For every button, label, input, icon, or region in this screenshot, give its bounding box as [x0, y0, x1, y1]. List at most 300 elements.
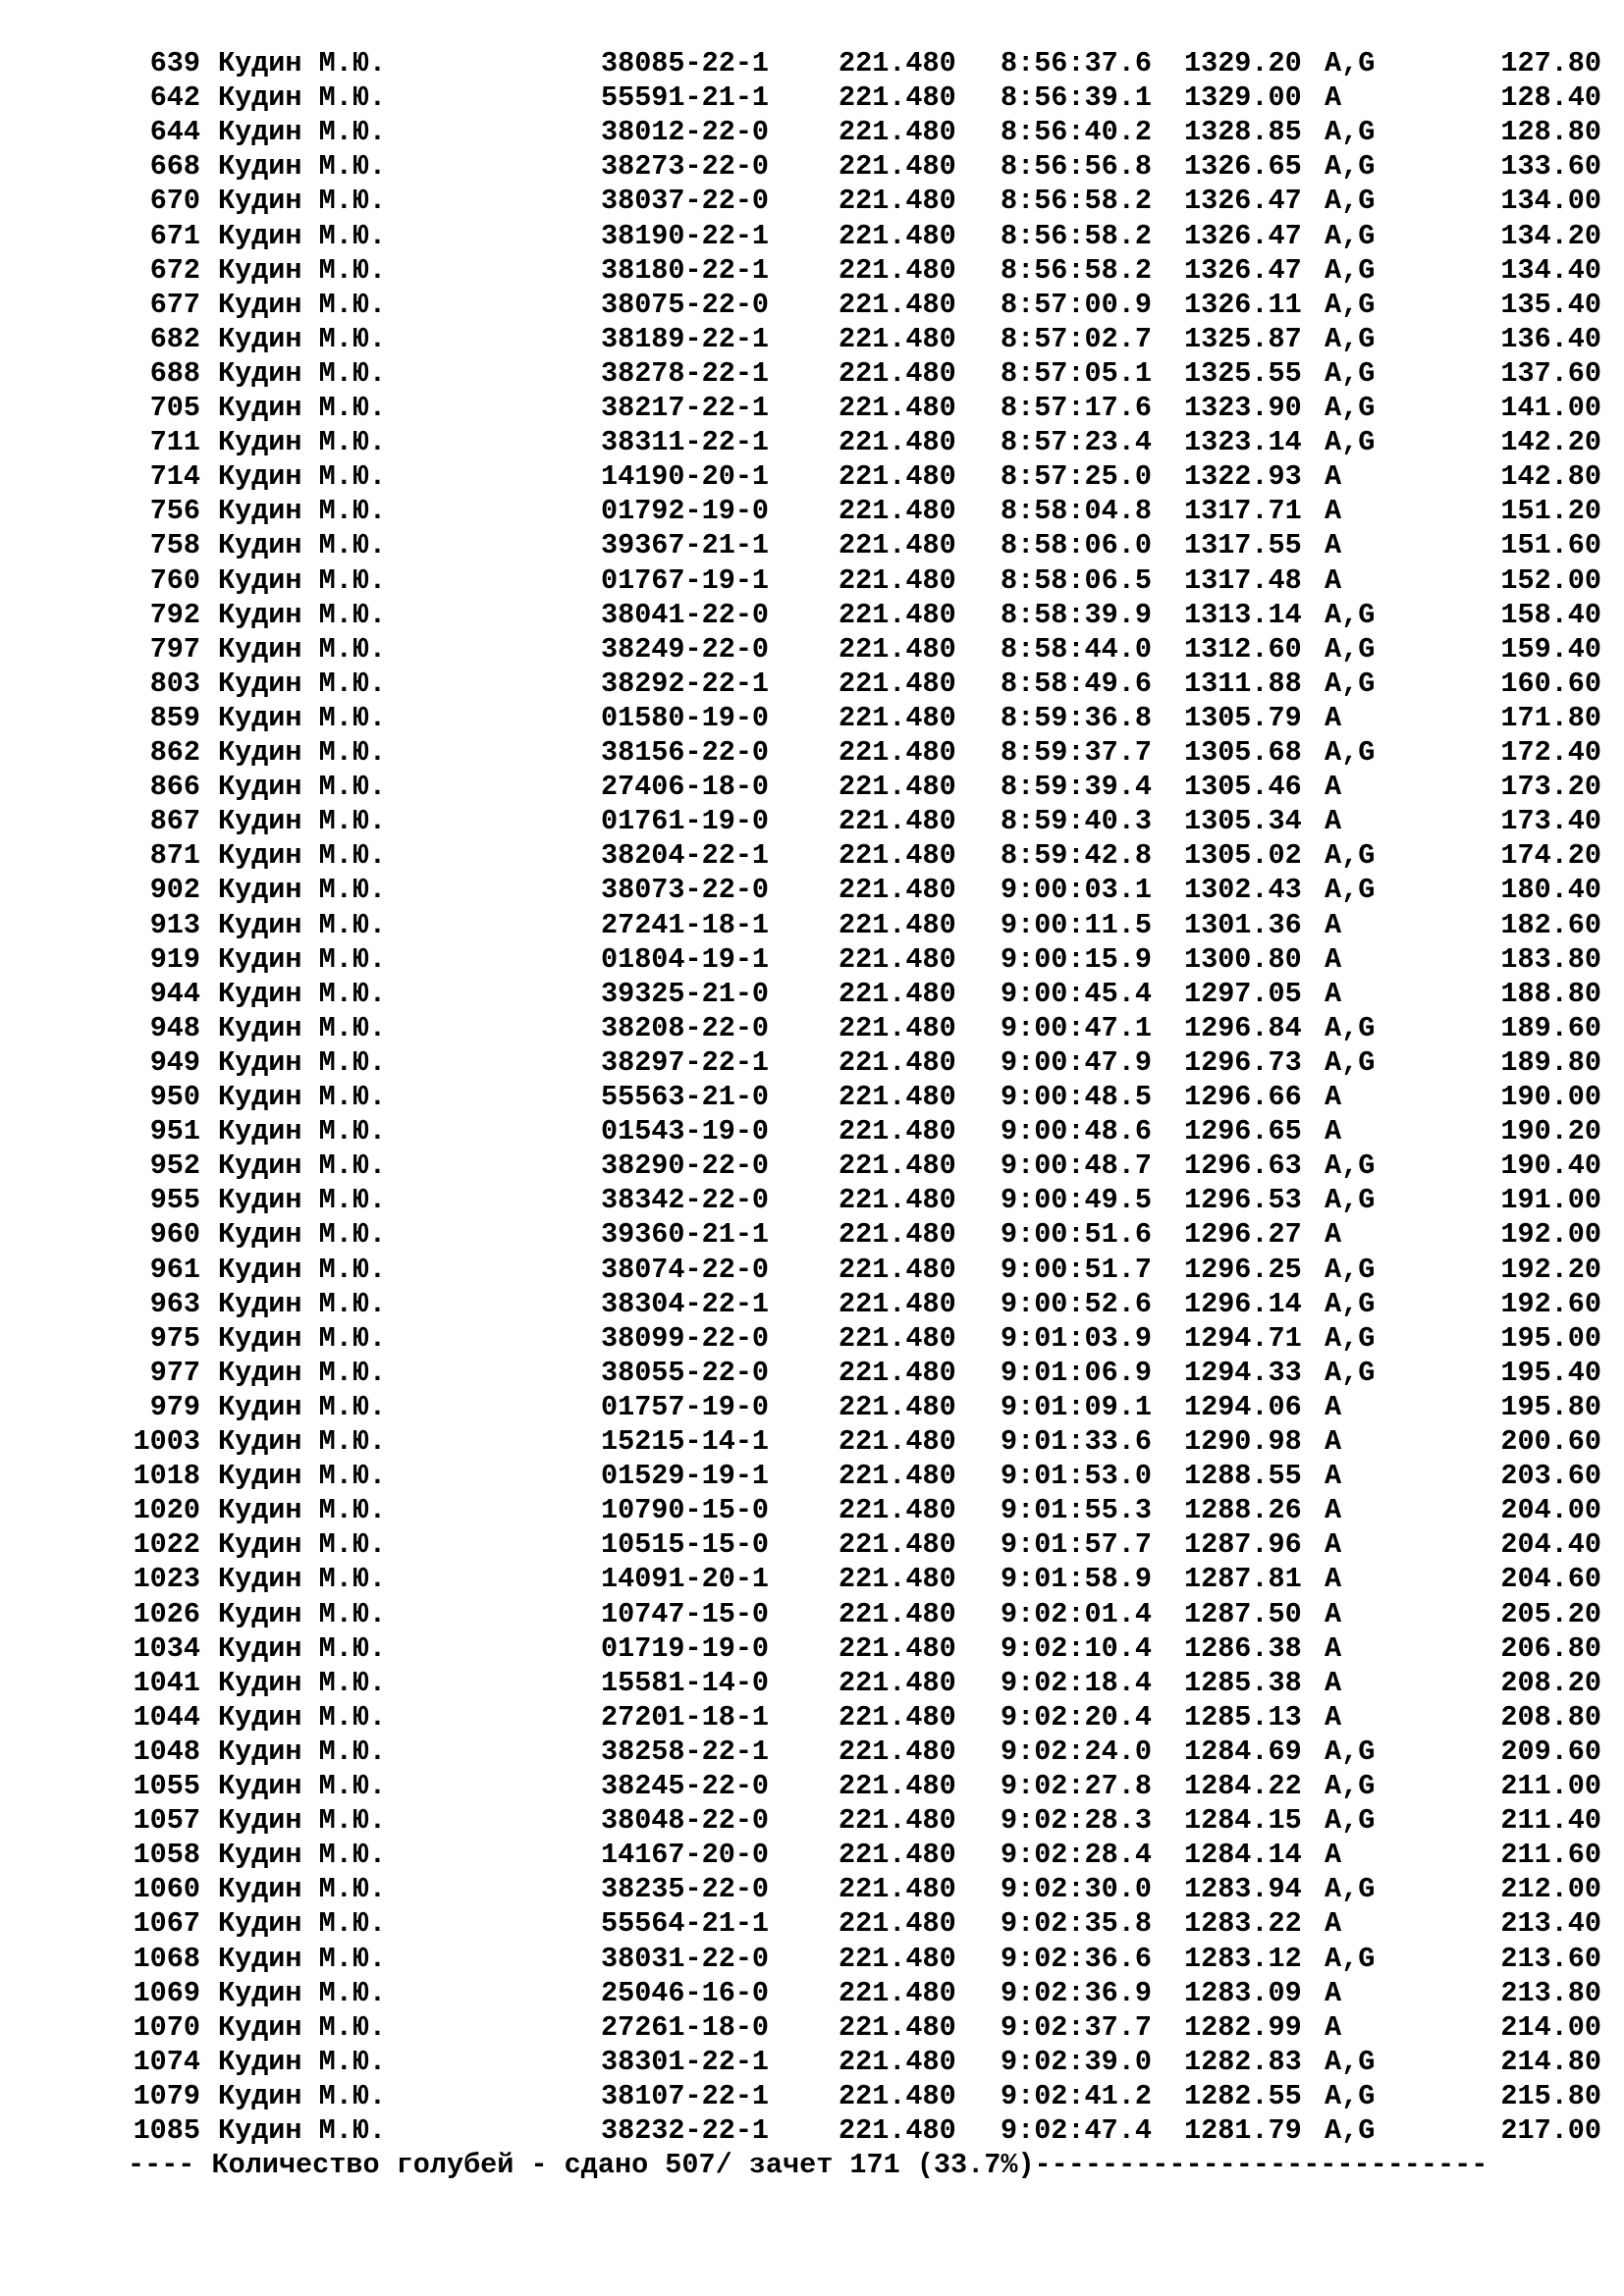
- ring-number: 01792-19-0: [601, 495, 770, 528]
- arrival-time: 8:58:49.6: [1001, 667, 1152, 700]
- place: 672: [149, 253, 200, 287]
- place: 979: [149, 1390, 200, 1423]
- arrival-time: 9:00:48.6: [1001, 1115, 1152, 1148]
- points: 136.40: [1500, 322, 1601, 355]
- category-flags: A: [1325, 1976, 1342, 2009]
- category-flags: A: [1325, 1597, 1342, 1630]
- fancier-name: Кудин М.Ю.: [218, 632, 387, 666]
- place: 1058: [133, 1839, 200, 1872]
- speed: 1312.60: [1184, 632, 1302, 666]
- place: 1034: [133, 1631, 200, 1665]
- points: 211.40: [1500, 1804, 1601, 1838]
- fancier-name: Кудин М.Ю.: [218, 1287, 387, 1320]
- fancier-name: Кудин М.Ю.: [218, 253, 387, 287]
- ring-number: 38235-22-0: [601, 1873, 770, 1906]
- table-row: [0, 1424, 1624, 1459]
- table-row: [0, 1011, 1624, 1045]
- ring-number: 55564-21-1: [601, 1907, 770, 1941]
- points: 134.00: [1500, 185, 1601, 218]
- table-row: [0, 838, 1624, 873]
- category-flags: A: [1325, 942, 1342, 976]
- fancier-name: Кудин М.Ю.: [218, 2114, 387, 2147]
- place: 714: [149, 460, 200, 494]
- place: 1003: [133, 1425, 200, 1458]
- distance: 221.480: [839, 736, 956, 769]
- fancier-name: Кудин М.Ю.: [218, 529, 387, 562]
- place: 950: [149, 1081, 200, 1113]
- category-flags: A: [1325, 460, 1342, 494]
- place: 1041: [133, 1666, 200, 1699]
- points: 173.20: [1500, 771, 1601, 804]
- arrival-time: 9:02:36.9: [1001, 1976, 1152, 2009]
- fancier-name: Кудин М.Ю.: [218, 2079, 387, 2112]
- fancier-name: Кудин М.Ю.: [218, 150, 387, 184]
- ring-number: 01529-19-1: [601, 1460, 770, 1493]
- arrival-time: 8:59:37.7: [1001, 736, 1152, 769]
- table-row: [0, 667, 1624, 701]
- distance: 221.480: [839, 392, 956, 424]
- place: 1074: [133, 2045, 200, 2078]
- fancier-name: Кудин М.Ю.: [218, 47, 387, 80]
- table-row: [0, 632, 1624, 667]
- place: 955: [149, 1184, 200, 1217]
- table-row: [0, 804, 1624, 838]
- speed: 1296.66: [1184, 1081, 1302, 1113]
- points: 213.60: [1500, 1942, 1601, 1975]
- ring-number: 38232-22-1: [601, 2114, 770, 2147]
- arrival-time: 9:00:51.6: [1001, 1218, 1152, 1252]
- ring-number: 38055-22-0: [601, 1356, 770, 1389]
- fancier-name: Кудин М.Ю.: [218, 1735, 387, 1768]
- speed: 1284.15: [1184, 1804, 1302, 1838]
- fancier-name: Кудин М.Ю.: [218, 460, 387, 494]
- speed: 1326.11: [1184, 288, 1302, 321]
- table-row: [0, 288, 1624, 322]
- place: 859: [149, 701, 200, 734]
- place: 639: [149, 47, 200, 80]
- place: 682: [149, 322, 200, 355]
- distance: 221.480: [839, 219, 956, 252]
- category-flags: A: [1325, 805, 1342, 838]
- speed: 1283.12: [1184, 1942, 1302, 1975]
- points: 152.00: [1500, 563, 1601, 597]
- ring-number: 01543-19-0: [601, 1115, 770, 1148]
- distance: 221.480: [839, 529, 956, 562]
- points: 215.80: [1500, 2079, 1601, 2112]
- distance: 221.480: [839, 288, 956, 321]
- place: 1022: [133, 1528, 200, 1562]
- fancier-name: Кудин М.Ю.: [218, 495, 387, 528]
- points: 173.40: [1500, 805, 1601, 838]
- category-flags: A,G: [1325, 598, 1376, 631]
- arrival-time: 9:00:11.5: [1001, 908, 1152, 941]
- place: 1018: [133, 1460, 200, 1493]
- points: 192.00: [1500, 1218, 1601, 1252]
- distance: 221.480: [839, 977, 956, 1010]
- speed: 1326.65: [1184, 150, 1302, 184]
- speed: 1302.43: [1184, 874, 1302, 907]
- place: 1026: [133, 1597, 200, 1630]
- place: 1085: [133, 2114, 200, 2147]
- place: 948: [149, 1011, 200, 1044]
- points: 211.00: [1500, 1770, 1601, 1802]
- category-flags: A,G: [1325, 322, 1376, 355]
- arrival-time: 9:02:18.4: [1001, 1666, 1152, 1699]
- speed: 1285.38: [1184, 1666, 1302, 1699]
- table-row: [0, 149, 1624, 184]
- ring-number: 15581-14-0: [601, 1666, 770, 1699]
- distance: 221.480: [839, 1631, 956, 1665]
- place: 688: [149, 356, 200, 390]
- ring-number: 38041-22-0: [601, 598, 770, 631]
- distance: 221.480: [839, 1735, 956, 1768]
- category-flags: A,G: [1325, 839, 1376, 873]
- arrival-time: 8:58:06.0: [1001, 529, 1152, 562]
- category-flags: A,G: [1325, 2045, 1376, 2078]
- ring-number: 38217-22-1: [601, 392, 770, 424]
- points: 204.60: [1500, 1563, 1601, 1596]
- arrival-time: 8:58:39.9: [1001, 598, 1152, 631]
- fancier-name: Кудин М.Ю.: [218, 1873, 387, 1906]
- place: 871: [149, 839, 200, 873]
- ring-number: 10747-15-0: [601, 1597, 770, 1630]
- place: 797: [149, 632, 200, 666]
- table-row: [0, 1527, 1624, 1562]
- table-row: [0, 942, 1624, 977]
- place: 1070: [133, 2010, 200, 2044]
- distance: 221.480: [839, 1770, 956, 1802]
- fancier-name: Кудин М.Ю.: [218, 1804, 387, 1838]
- table-row: [0, 1631, 1624, 1666]
- ring-number: 38273-22-0: [601, 150, 770, 184]
- category-flags: A: [1325, 563, 1342, 597]
- distance: 221.480: [839, 1253, 956, 1286]
- table-row: [0, 459, 1624, 494]
- category-flags: A: [1325, 1839, 1342, 1872]
- speed: 1294.06: [1184, 1390, 1302, 1423]
- distance: 221.480: [839, 1942, 956, 1975]
- speed: 1288.55: [1184, 1460, 1302, 1493]
- category-flags: A: [1325, 1666, 1342, 1699]
- table-row: [0, 1045, 1624, 1080]
- ring-number: 39367-21-1: [601, 529, 770, 562]
- points: 137.60: [1500, 356, 1601, 390]
- table-row: [0, 219, 1624, 253]
- fancier-name: Кудин М.Ю.: [218, 839, 387, 873]
- ring-number: 38245-22-0: [601, 1770, 770, 1802]
- distance: 221.480: [839, 1976, 956, 2009]
- arrival-time: 8:57:17.6: [1001, 392, 1152, 424]
- table-row: [0, 115, 1624, 149]
- table-row: [0, 425, 1624, 459]
- speed: 1287.50: [1184, 1597, 1302, 1630]
- place: 677: [149, 288, 200, 321]
- category-flags: A,G: [1325, 1321, 1376, 1355]
- distance: 221.480: [839, 116, 956, 149]
- ring-number: 14167-20-0: [601, 1839, 770, 1872]
- place: 949: [149, 1045, 200, 1079]
- table-row: [0, 2113, 1624, 2148]
- ring-number: 38085-22-1: [601, 47, 770, 80]
- distance: 221.480: [839, 1700, 956, 1734]
- place: 671: [149, 219, 200, 252]
- distance: 221.480: [839, 426, 956, 459]
- table-row: [0, 1321, 1624, 1356]
- place: 642: [149, 81, 200, 115]
- arrival-time: 9:02:39.0: [1001, 2045, 1152, 2078]
- ring-number: 01757-19-0: [601, 1390, 770, 1423]
- distance: 221.480: [839, 1907, 956, 1941]
- category-flags: A,G: [1325, 219, 1376, 252]
- distance: 221.480: [839, 495, 956, 528]
- arrival-time: 9:02:37.7: [1001, 2010, 1152, 2044]
- category-flags: A,G: [1325, 1045, 1376, 1079]
- distance: 221.480: [839, 942, 956, 976]
- place: 977: [149, 1356, 200, 1389]
- table-row: [0, 46, 1624, 80]
- table-row: [0, 1735, 1624, 1769]
- speed: 1284.22: [1184, 1770, 1302, 1802]
- points: 174.20: [1500, 839, 1601, 873]
- distance: 221.480: [839, 460, 956, 494]
- arrival-time: 8:58:44.0: [1001, 632, 1152, 666]
- category-flags: A,G: [1325, 736, 1376, 769]
- fancier-name: Кудин М.Ю.: [218, 1460, 387, 1493]
- table-row: [0, 1080, 1624, 1114]
- ring-number: 01761-19-0: [601, 805, 770, 838]
- table-row: [0, 253, 1624, 288]
- distance: 221.480: [839, 908, 956, 941]
- fancier-name: Кудин М.Ю.: [218, 1907, 387, 1941]
- points: 160.60: [1500, 667, 1601, 700]
- place: 803: [149, 667, 200, 700]
- points: 214.80: [1500, 2045, 1601, 2078]
- table-row: [0, 1906, 1624, 1941]
- ring-number: 27261-18-0: [601, 2010, 770, 2044]
- speed: 1294.33: [1184, 1356, 1302, 1389]
- ring-number: 39325-21-0: [601, 977, 770, 1010]
- fancier-name: Кудин М.Ю.: [218, 1528, 387, 1562]
- points: 188.80: [1500, 977, 1601, 1010]
- fancier-name: Кудин М.Ю.: [218, 1425, 387, 1458]
- arrival-time: 8:57:05.1: [1001, 356, 1152, 390]
- points: 206.80: [1500, 1631, 1601, 1665]
- distance: 221.480: [839, 253, 956, 287]
- place: 951: [149, 1115, 200, 1148]
- category-flags: A,G: [1325, 150, 1376, 184]
- speed: 1284.14: [1184, 1839, 1302, 1872]
- category-flags: A,G: [1325, 1770, 1376, 1802]
- speed: 1283.22: [1184, 1907, 1302, 1941]
- ring-number: 01767-19-1: [601, 563, 770, 597]
- ring-number: 38208-22-0: [601, 1011, 770, 1044]
- distance: 221.480: [839, 598, 956, 631]
- table-row: [0, 735, 1624, 770]
- arrival-time: 8:56:58.2: [1001, 185, 1152, 218]
- points: 127.80: [1500, 47, 1601, 80]
- speed: 1329.20: [1184, 47, 1302, 80]
- ring-number: 01804-19-1: [601, 942, 770, 976]
- speed: 1286.38: [1184, 1631, 1302, 1665]
- place: 1044: [133, 1700, 200, 1734]
- distance: 221.480: [839, 185, 956, 218]
- speed: 1326.47: [1184, 253, 1302, 287]
- table-row: [0, 1666, 1624, 1700]
- points: 204.00: [1500, 1494, 1601, 1527]
- place: 1020: [133, 1494, 200, 1527]
- speed: 1305.46: [1184, 771, 1302, 804]
- ring-number: 38249-22-0: [601, 632, 770, 666]
- place: 961: [149, 1253, 200, 1286]
- place: 960: [149, 1218, 200, 1252]
- arrival-time: 9:02:47.4: [1001, 2114, 1152, 2147]
- fancier-name: Кудин М.Ю.: [218, 356, 387, 390]
- arrival-time: 8:58:04.8: [1001, 495, 1152, 528]
- arrival-time: 8:57:02.7: [1001, 322, 1152, 355]
- distance: 221.480: [839, 1321, 956, 1355]
- place: 756: [149, 495, 200, 528]
- category-flags: A,G: [1325, 2114, 1376, 2147]
- speed: 1287.96: [1184, 1528, 1302, 1562]
- table-row: [0, 770, 1624, 804]
- ring-number: 38031-22-0: [601, 1942, 770, 1975]
- summary-footer: ---- Количество голубей - сдано 507/ зачет 171 (33.7%)---------------------------: [128, 2149, 1489, 2182]
- points: 134.20: [1500, 219, 1601, 252]
- ring-number: 38073-22-0: [601, 874, 770, 907]
- category-flags: A,G: [1325, 667, 1376, 700]
- points: 142.20: [1500, 426, 1601, 459]
- speed: 1305.02: [1184, 839, 1302, 873]
- distance: 221.480: [839, 1804, 956, 1838]
- arrival-time: 9:00:48.5: [1001, 1081, 1152, 1113]
- ring-number: 38290-22-0: [601, 1149, 770, 1183]
- arrival-time: 8:56:56.8: [1001, 150, 1152, 184]
- speed: 1296.53: [1184, 1184, 1302, 1217]
- category-flags: A,G: [1325, 426, 1376, 459]
- fancier-name: Кудин М.Ю.: [218, 1218, 387, 1252]
- arrival-time: 9:00:51.7: [1001, 1253, 1152, 1286]
- distance: 221.480: [839, 1081, 956, 1113]
- ring-number: 38311-22-1: [601, 426, 770, 459]
- category-flags: A,G: [1325, 1011, 1376, 1044]
- speed: 1296.73: [1184, 1045, 1302, 1079]
- ring-number: 38292-22-1: [601, 667, 770, 700]
- fancier-name: Кудин М.Ю.: [218, 2045, 387, 2078]
- category-flags: A: [1325, 529, 1342, 562]
- place: 866: [149, 771, 200, 804]
- table-row: [0, 2045, 1624, 2079]
- place: 711: [149, 426, 200, 459]
- distance: 221.480: [839, 1287, 956, 1320]
- points: 200.60: [1500, 1425, 1601, 1458]
- fancier-name: Кудин М.Ю.: [218, 1563, 387, 1596]
- arrival-time: 9:00:15.9: [1001, 942, 1152, 976]
- arrival-time: 8:59:39.4: [1001, 771, 1152, 804]
- distance: 221.480: [839, 874, 956, 907]
- place: 952: [149, 1149, 200, 1183]
- ring-number: 38074-22-0: [601, 1253, 770, 1286]
- ring-number: 39360-21-1: [601, 1218, 770, 1252]
- arrival-time: 9:01:55.3: [1001, 1494, 1152, 1527]
- ring-number: 38301-22-1: [601, 2045, 770, 2078]
- arrival-time: 9:02:35.8: [1001, 1907, 1152, 1941]
- arrival-time: 8:56:40.2: [1001, 116, 1152, 149]
- speed: 1317.71: [1184, 495, 1302, 528]
- speed: 1313.14: [1184, 598, 1302, 631]
- arrival-time: 9:02:28.4: [1001, 1839, 1152, 1872]
- arrival-time: 9:02:28.3: [1001, 1804, 1152, 1838]
- table-row: [0, 2010, 1624, 2045]
- place: 644: [149, 116, 200, 149]
- ring-number: 27201-18-1: [601, 1700, 770, 1734]
- arrival-time: 9:02:41.2: [1001, 2079, 1152, 2112]
- ring-number: 38204-22-1: [601, 839, 770, 873]
- ring-number: 01719-19-0: [601, 1631, 770, 1665]
- category-flags: A,G: [1325, 253, 1376, 287]
- place: 975: [149, 1321, 200, 1355]
- table-row: [0, 1114, 1624, 1148]
- distance: 221.480: [839, 1184, 956, 1217]
- distance: 221.480: [839, 1356, 956, 1389]
- table-row: [0, 356, 1624, 391]
- speed: 1329.00: [1184, 81, 1302, 115]
- fancier-name: Кудин М.Ю.: [218, 185, 387, 218]
- category-flags: A: [1325, 771, 1342, 804]
- ring-number: 38037-22-0: [601, 185, 770, 218]
- category-flags: A: [1325, 1528, 1342, 1562]
- fancier-name: Кудин М.Ю.: [218, 1321, 387, 1355]
- speed: 1323.90: [1184, 392, 1302, 424]
- place: 760: [149, 563, 200, 597]
- points: 214.00: [1500, 2010, 1601, 2044]
- arrival-time: 9:02:01.4: [1001, 1597, 1152, 1630]
- points: 205.20: [1500, 1597, 1601, 1630]
- arrival-time: 9:00:47.1: [1001, 1011, 1152, 1044]
- fancier-name: Кудин М.Ю.: [218, 1700, 387, 1734]
- points: 171.80: [1500, 701, 1601, 734]
- distance: 221.480: [839, 701, 956, 734]
- distance: 221.480: [839, 563, 956, 597]
- arrival-time: 8:58:06.5: [1001, 563, 1152, 597]
- arrival-time: 8:59:42.8: [1001, 839, 1152, 873]
- distance: 221.480: [839, 1563, 956, 1596]
- ring-number: 15215-14-1: [601, 1425, 770, 1458]
- category-flags: A,G: [1325, 185, 1376, 218]
- category-flags: A,G: [1325, 1149, 1376, 1183]
- category-flags: A: [1325, 1425, 1342, 1458]
- ring-number: 38258-22-1: [601, 1735, 770, 1768]
- distance: 221.480: [839, 632, 956, 666]
- arrival-time: 9:02:27.8: [1001, 1770, 1152, 1802]
- points: 208.20: [1500, 1666, 1601, 1699]
- arrival-time: 9:01:58.9: [1001, 1563, 1152, 1596]
- arrival-time: 9:01:06.9: [1001, 1356, 1152, 1389]
- table-row: [0, 977, 1624, 1011]
- category-flags: A,G: [1325, 1804, 1376, 1838]
- points: 212.00: [1500, 1873, 1601, 1906]
- points: 159.40: [1500, 632, 1601, 666]
- fancier-name: Кудин М.Ю.: [218, 701, 387, 734]
- points: 213.40: [1500, 1907, 1601, 1941]
- speed: 1296.14: [1184, 1287, 1302, 1320]
- fancier-name: Кудин М.Ю.: [218, 667, 387, 700]
- ring-number: 14190-20-1: [601, 460, 770, 494]
- speed: 1328.85: [1184, 116, 1302, 149]
- distance: 221.480: [839, 81, 956, 115]
- points: 141.00: [1500, 392, 1601, 424]
- distance: 221.480: [839, 1045, 956, 1079]
- category-flags: A: [1325, 1390, 1342, 1423]
